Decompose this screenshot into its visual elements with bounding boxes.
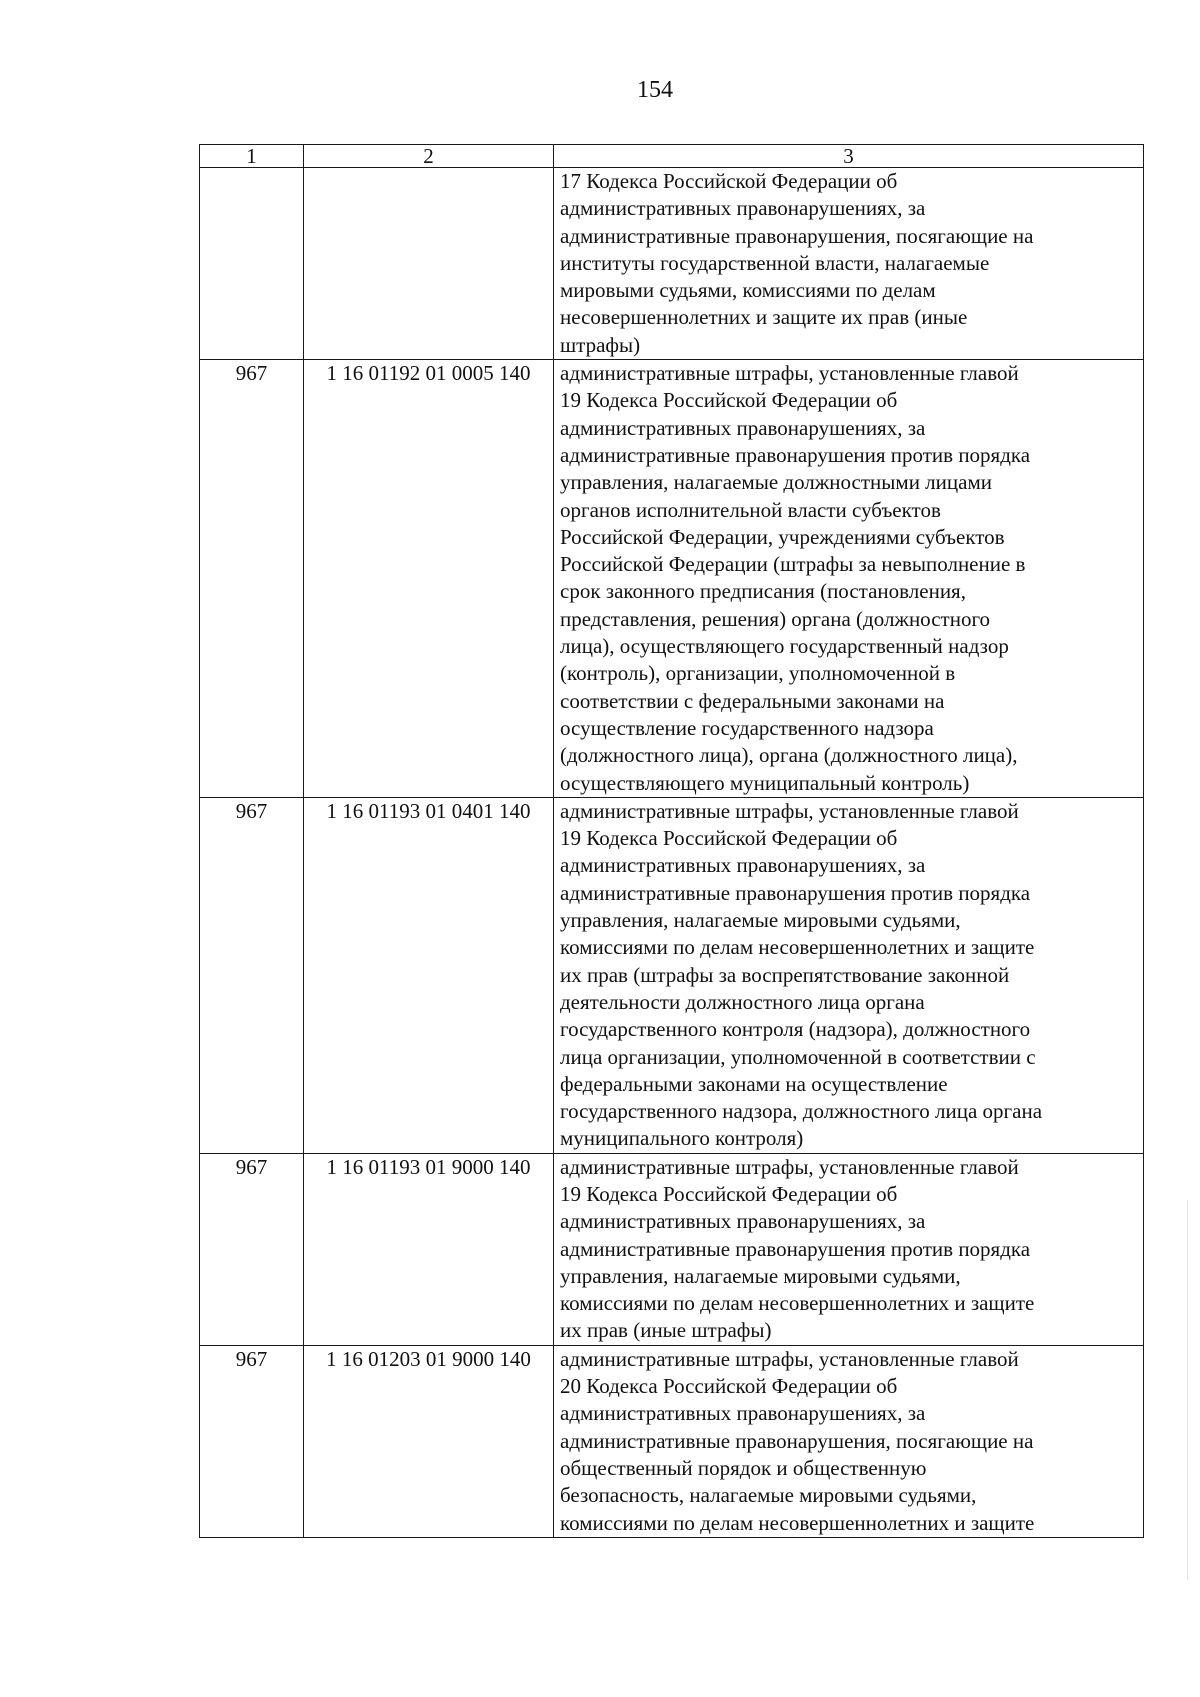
- description-line: Российской Федерации (штрафы за невыполнение в: [560, 552, 1026, 577]
- description-line: (контроль), организации, уполномоченной в: [560, 661, 956, 686]
- description-line: административных правонарушениях, за: [560, 853, 926, 878]
- description-cell: [554, 1345, 1144, 1537]
- table-row: [200, 168, 1144, 360]
- description-line: срок законного предписания (постановления,: [560, 579, 966, 604]
- admin-code-cell: 967: [200, 360, 304, 798]
- description-line: комиссиями по делам несовершеннолетних и защите: [560, 1291, 1035, 1316]
- description-line: их прав (штрафы за воспрепятствование законной: [560, 962, 1010, 987]
- description-cell: [554, 360, 1144, 798]
- description-line: государственного надзора, должностного лица органа: [560, 1099, 1043, 1124]
- description-line: федеральными законами на осуществление: [560, 1071, 948, 1096]
- description-line: административные правонарушения против порядка: [560, 1236, 1031, 1261]
- codes-table: [199, 144, 1144, 1538]
- table-body: [200, 168, 1144, 1538]
- description-line: административных правонарушениях, за: [560, 415, 926, 440]
- description-line: органов исполнительной власти субъектов: [560, 497, 941, 522]
- description-line: административных правонарушениях, за: [560, 196, 926, 221]
- admin-code-cell: [200, 168, 304, 360]
- description-line: соответствии с федеральными законами на: [560, 688, 945, 713]
- description-cell: [554, 168, 1144, 360]
- description-line: несовершеннолетних и защите их прав (иные: [560, 305, 968, 330]
- description-line: лица организации, уполномоченной в соответствии с: [560, 1044, 1036, 1069]
- admin-code-cell: 967: [200, 1345, 304, 1537]
- description-line: безопасность, налагаемые мировыми судьями,: [560, 1483, 977, 1508]
- budget-code-cell: [304, 168, 554, 360]
- description-line: Российской Федерации, учреждениями субъектов: [560, 524, 1005, 549]
- description-line: их прав (иные штрафы): [560, 1318, 772, 1343]
- description-line: представления, решения) органа (должностного: [560, 606, 991, 631]
- admin-code-cell: 967: [200, 797, 304, 1153]
- description-line: 19 Кодекса Российской Федерации об: [560, 388, 898, 413]
- description-line: комиссиями по делам несовершеннолетних и защите: [560, 935, 1035, 960]
- description-line: административные штрафы, установленные главой: [560, 798, 1019, 823]
- budget-code-cell: 1 16 01192 01 0005 140: [304, 360, 554, 798]
- table-row: [200, 1345, 1144, 1537]
- description-line: административные правонарушения, посягающие на: [560, 223, 1034, 248]
- description-line: осуществляющего муниципальный контроль): [560, 770, 970, 795]
- description-line: институты государственной власти, налагаемые: [560, 250, 990, 275]
- description-line: административные штрафы, установленные главой: [560, 1154, 1019, 1179]
- description-line: деятельности должностного лица органа: [560, 989, 925, 1014]
- description-line: комиссиями по делам несовершеннолетних и защите: [560, 1510, 1035, 1535]
- budget-code-cell: 1 16 01193 01 0401 140: [304, 797, 554, 1153]
- table-row: [200, 1153, 1144, 1345]
- budget-code-cell: 1 16 01193 01 9000 140: [304, 1153, 554, 1345]
- description-line: административные правонарушения, посягающие на: [560, 1428, 1034, 1453]
- header-col-2: 2: [304, 145, 554, 168]
- description-line: административные правонарушения против порядка: [560, 880, 1031, 905]
- description-cell: [554, 1153, 1144, 1345]
- table-header-row: [200, 145, 1144, 168]
- description-line: лица), осуществляющего государственный надзор: [560, 634, 1009, 659]
- scan-edge-mark: [1187, 1200, 1188, 1580]
- description-line: государственного контроля (надзора), должностного: [560, 1017, 1031, 1042]
- description-line: административных правонарушениях, за: [560, 1401, 926, 1426]
- description-line: 17 Кодекса Российской Федерации об: [560, 169, 898, 193]
- description-line: мировыми судьями, комиссиями по делам: [560, 278, 936, 303]
- description-line: административные правонарушения против порядка: [560, 442, 1031, 467]
- budget-code-cell: 1 16 01203 01 9000 140: [304, 1345, 554, 1537]
- header-col-3: 3: [554, 145, 1144, 168]
- description-line: осуществление государственного надзора: [560, 715, 934, 740]
- description-line: управления, налагаемые мировыми судьями,: [560, 908, 961, 933]
- table-row: [200, 360, 1144, 798]
- description-line: административные штрафы, установленные главой: [560, 1346, 1019, 1371]
- description-line: муниципального контроля): [560, 1126, 804, 1151]
- description-line: управления, налагаемые должностными лицами: [560, 470, 992, 495]
- description-line: 20 Кодекса Российской Федерации об: [560, 1374, 898, 1399]
- description-line: штрафы): [560, 332, 641, 357]
- description-line: управления, налагаемые мировыми судьями,: [560, 1263, 961, 1288]
- description-cell: [554, 797, 1144, 1153]
- description-line: (должностного лица), органа (должностного лица),: [560, 743, 1018, 768]
- description-line: общественный порядок и общественную: [560, 1455, 927, 1480]
- description-line: 19 Кодекса Российской Федерации об: [560, 826, 898, 851]
- description-line: административных правонарушениях, за: [560, 1209, 926, 1234]
- page-number: 154: [637, 77, 673, 103]
- admin-code-cell: 967: [200, 1153, 304, 1345]
- header-col-1: 1: [200, 145, 304, 168]
- description-line: административные штрафы, установленные главой: [560, 361, 1019, 386]
- table-row: [200, 797, 1144, 1153]
- description-line: 19 Кодекса Российской Федерации об: [560, 1181, 898, 1206]
